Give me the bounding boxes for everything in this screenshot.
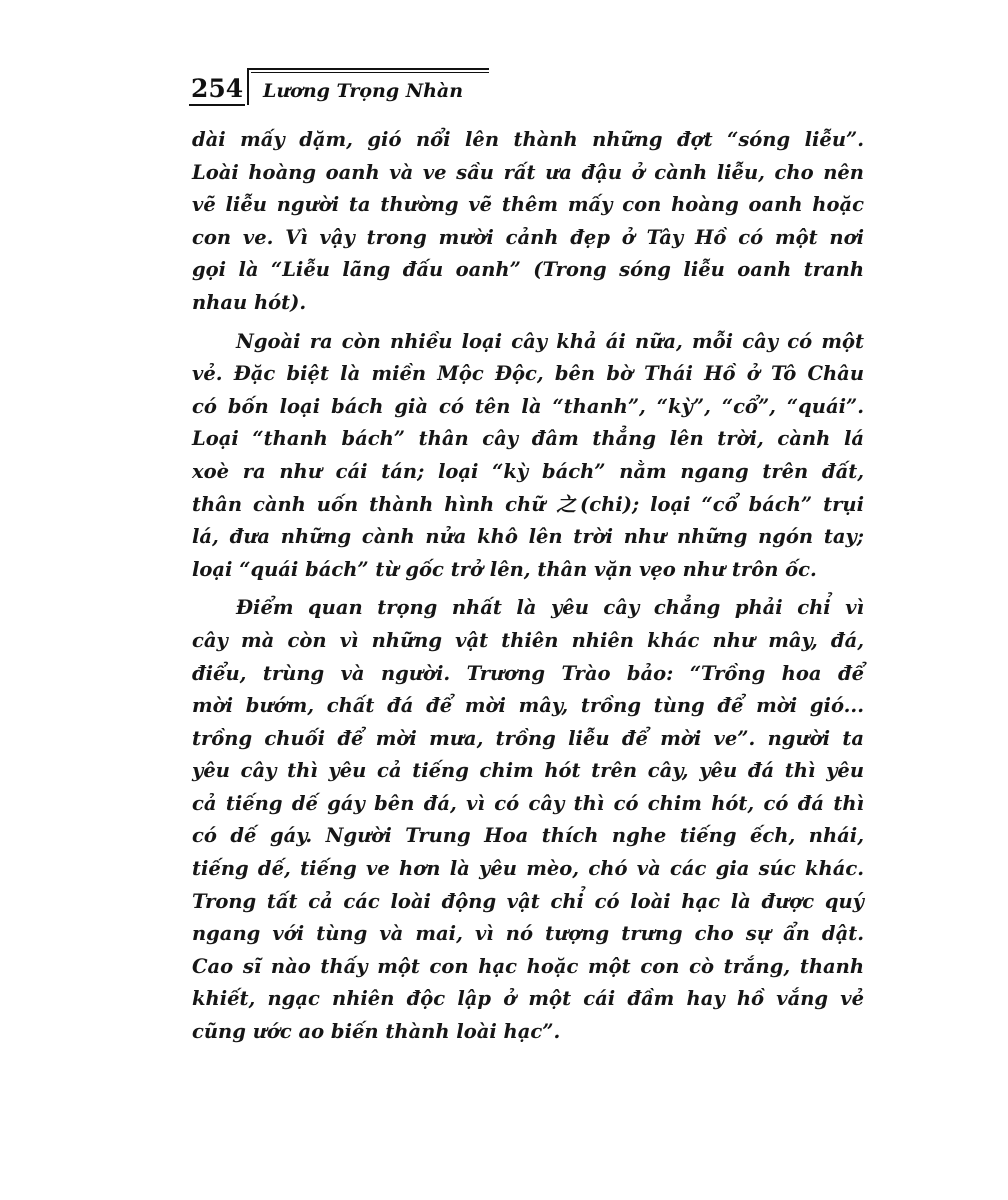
text-line: có bốn loại bách già có tên là “thanh”, “kỳ”, “cổ”, “quái”. (192, 394, 864, 418)
text-line: Loại “thanh bách” thân cây đâm thẳng lên trời, cành lá (192, 427, 864, 451)
text-line: nhau hót). (192, 290, 307, 314)
text-line: mời bướm, chất đá để mời mây, trồng tùng để mời gió... (192, 694, 864, 718)
text-line: xoè ra như cái tán; loại “kỳ bách” nằm ngang trên đất, (192, 459, 864, 483)
header-top-rule (247, 68, 489, 70)
header-vertical-rule (247, 70, 249, 105)
text-line: cây mà còn vì những vật thiên nhiên khác như mây, đá, (192, 628, 864, 652)
text-line: cũng ước ao biến thành loài hạc”. (192, 1020, 561, 1044)
text-line: Ngoài ra còn nhiều loại cây khả ái nữa, mỗi cây có một (236, 329, 864, 353)
paragraph-1 (192, 124, 864, 320)
text-line: dài mấy dặm, gió nổi lên thành những đợt “sóng liễu”. (192, 128, 864, 151)
text-line: lá, đưa những cành nửa khô lên trời như những ngón tay; (192, 525, 864, 549)
page-number-rule (189, 104, 245, 106)
text-line: Trong tất cả các loài động vật chỉ có loài hạc là được quý (192, 889, 864, 913)
text-line: Cao sĩ nào thấy một con hạc hoặc một con cò trắng, thanh (192, 954, 864, 978)
text-line: có dế gáy. Người Trung Hoa thích nghe tiếng ếch, nhái, (192, 824, 864, 848)
text-line: vẽ liễu người ta thường vẽ thêm mấy con hoàng oanh hoặc (192, 193, 864, 217)
text-line: loại “quái bách” từ gốc trở lên, thân vặn vẹo như trôn ốc. (192, 557, 817, 581)
header-top-rule-inner (251, 72, 489, 73)
text-line: yêu cây thì yêu cả tiếng chim hót trên cây, yêu đá thì yêu (192, 759, 864, 783)
page-number: 254 (191, 74, 244, 103)
text-line: con ve. Vì vậy trong mười cảnh đẹp ở Tây Hồ có một nơi (192, 225, 864, 249)
text-line: tiếng dế, tiếng ve hơn là yêu mèo, chó và các gia súc khác. (192, 857, 864, 881)
text-line: ngang với tùng và mai, vì nó tượng trưng cho sự ẩn dật. (192, 922, 864, 946)
text-line: Loài hoàng oanh và ve sầu rất ưa đậu ở cành liễu, cho nên (192, 160, 864, 184)
running-title: Lương Trọng Nhàn (263, 80, 464, 102)
text-line: thân cành uốn thành hình chữ 之(chi); loại “cổ bách” trụi (192, 492, 864, 516)
body-text (192, 124, 864, 1055)
text-line: cả tiếng dế gáy bên đá, vì có cây thì có chim hót, có đá thì (192, 791, 864, 815)
paragraph-2 (192, 326, 864, 587)
text-line: điểu, trùng và người. Trương Trào bảo: “Trồng hoa để (192, 661, 864, 685)
paragraph-3 (192, 592, 864, 1048)
text-line: khiết, ngạc nhiên độc lập ở một cái đầm hay hồ vắng vẻ (192, 987, 864, 1011)
text-line: gọi là “Liễu lãng đấu oanh” (Trong sóng liễu oanh tranh (192, 258, 864, 282)
page-header (189, 66, 489, 108)
text-line: vẻ. Đặc biệt là miền Mộc Độc, bên bờ Thái Hồ ở Tô Châu (192, 362, 864, 386)
text-line: trồng chuối để mời mưa, trồng liễu để mời ve”. người ta (192, 726, 864, 750)
text-line: Điểm quan trọng nhất là yêu cây chẳng phải chỉ vì (236, 596, 864, 620)
